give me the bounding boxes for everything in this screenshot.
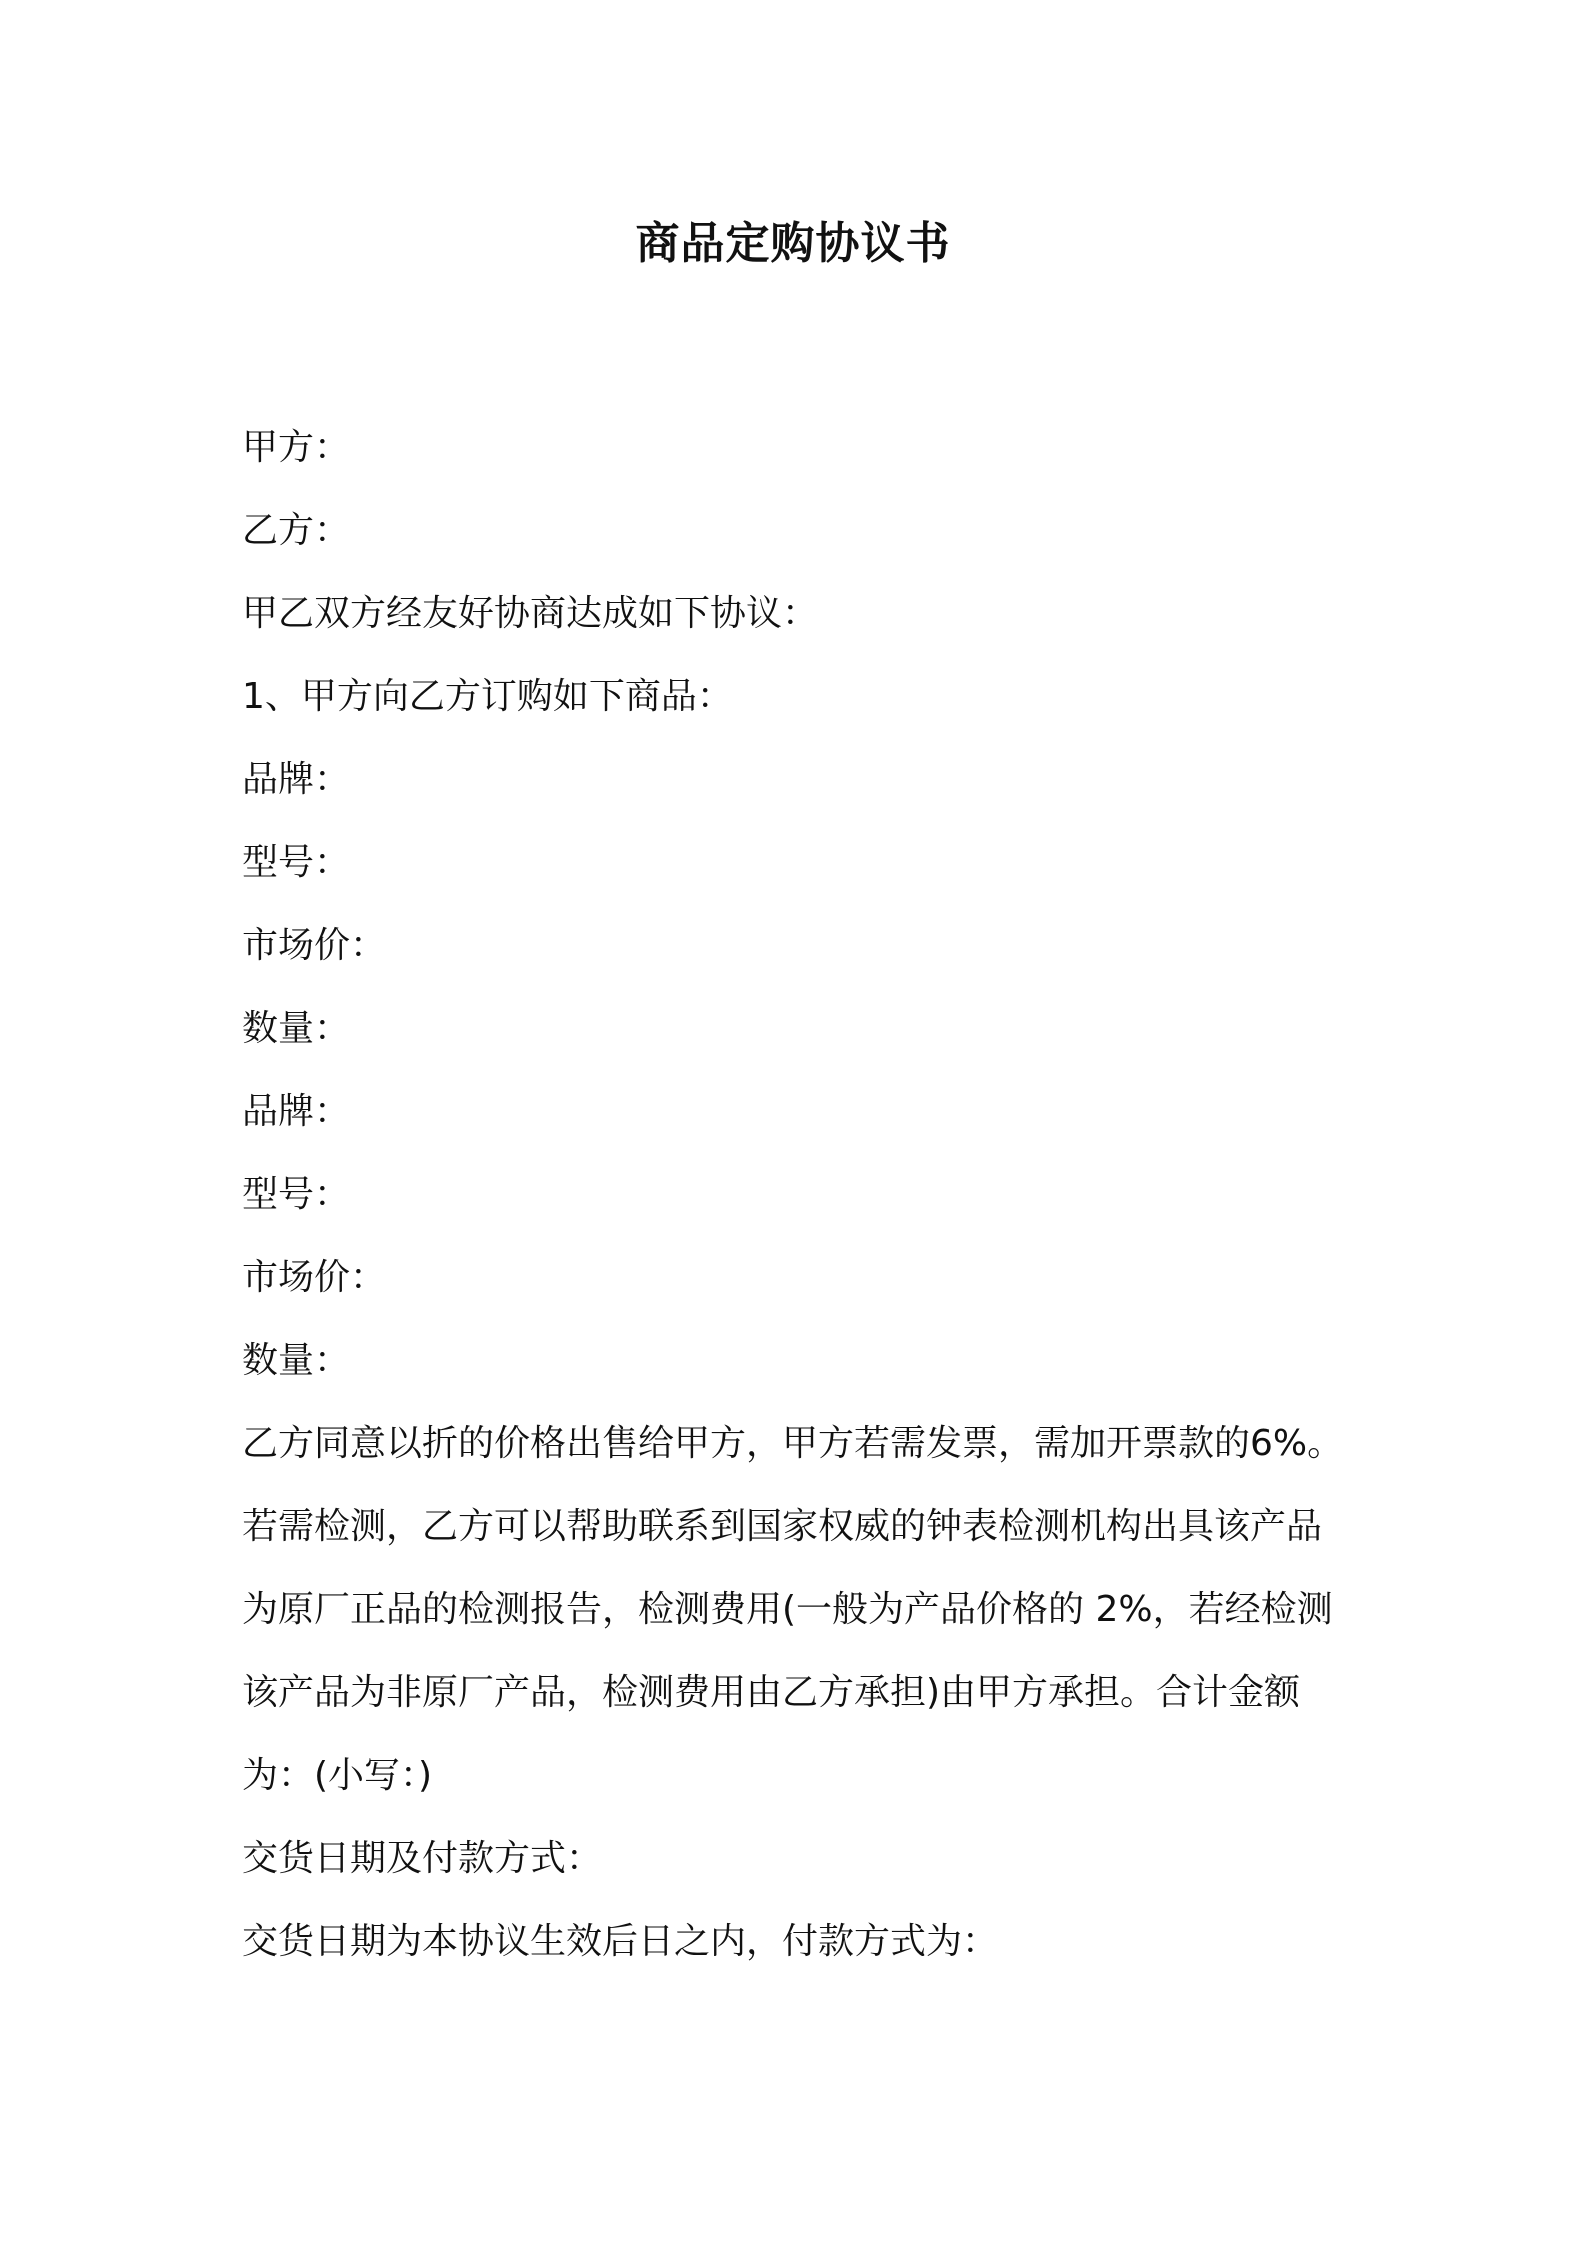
quantity-line-2: 数量： bbox=[242, 1340, 351, 1381]
delivery-payment-line: 交货日期为本协议生效后日之内，付款方式为： bbox=[242, 1921, 999, 1962]
total-amount-line: 为：(小写：) bbox=[242, 1755, 433, 1796]
model-line-2: 型号： bbox=[242, 1174, 351, 1215]
model-line-1: 型号： bbox=[242, 842, 351, 883]
discount-invoice-line: 乙方同意以折的价格出售给甲方，甲方若需发票，需加开票款的6%。 bbox=[242, 1423, 1344, 1464]
inspection-line-2: 为原厂正品的检测报告，检测费用(一般为产品价格的 2%，若经检测 bbox=[242, 1589, 1333, 1630]
delivery-payment-heading: 交货日期及付款方式： bbox=[242, 1838, 603, 1879]
document-body bbox=[242, 406, 1362, 1983]
clause-1-heading: 1、甲方向乙方订购如下商品： bbox=[242, 676, 733, 717]
brand-line-1: 品牌： bbox=[242, 759, 351, 800]
agreement-intro-line: 甲乙双方经友好协商达成如下协议： bbox=[242, 593, 819, 634]
document-title: 商品定购协议书 bbox=[635, 218, 951, 269]
brand-line-2: 品牌： bbox=[242, 1091, 351, 1132]
party-b-line: 乙方： bbox=[242, 510, 351, 551]
market-price-line-1: 市场价： bbox=[242, 925, 387, 966]
market-price-line-2: 市场价： bbox=[242, 1257, 387, 1298]
quantity-line-1: 数量： bbox=[242, 1008, 351, 1049]
party-a-line: 甲方： bbox=[242, 427, 351, 468]
inspection-line-1: 若需检测，乙方可以帮助联系到国家权威的钟表检测机构出具该产品 bbox=[242, 1506, 1323, 1547]
inspection-line-3: 该产品为非原厂产品，检测费用由乙方承担)由甲方承担。合计金额 bbox=[242, 1672, 1301, 1713]
